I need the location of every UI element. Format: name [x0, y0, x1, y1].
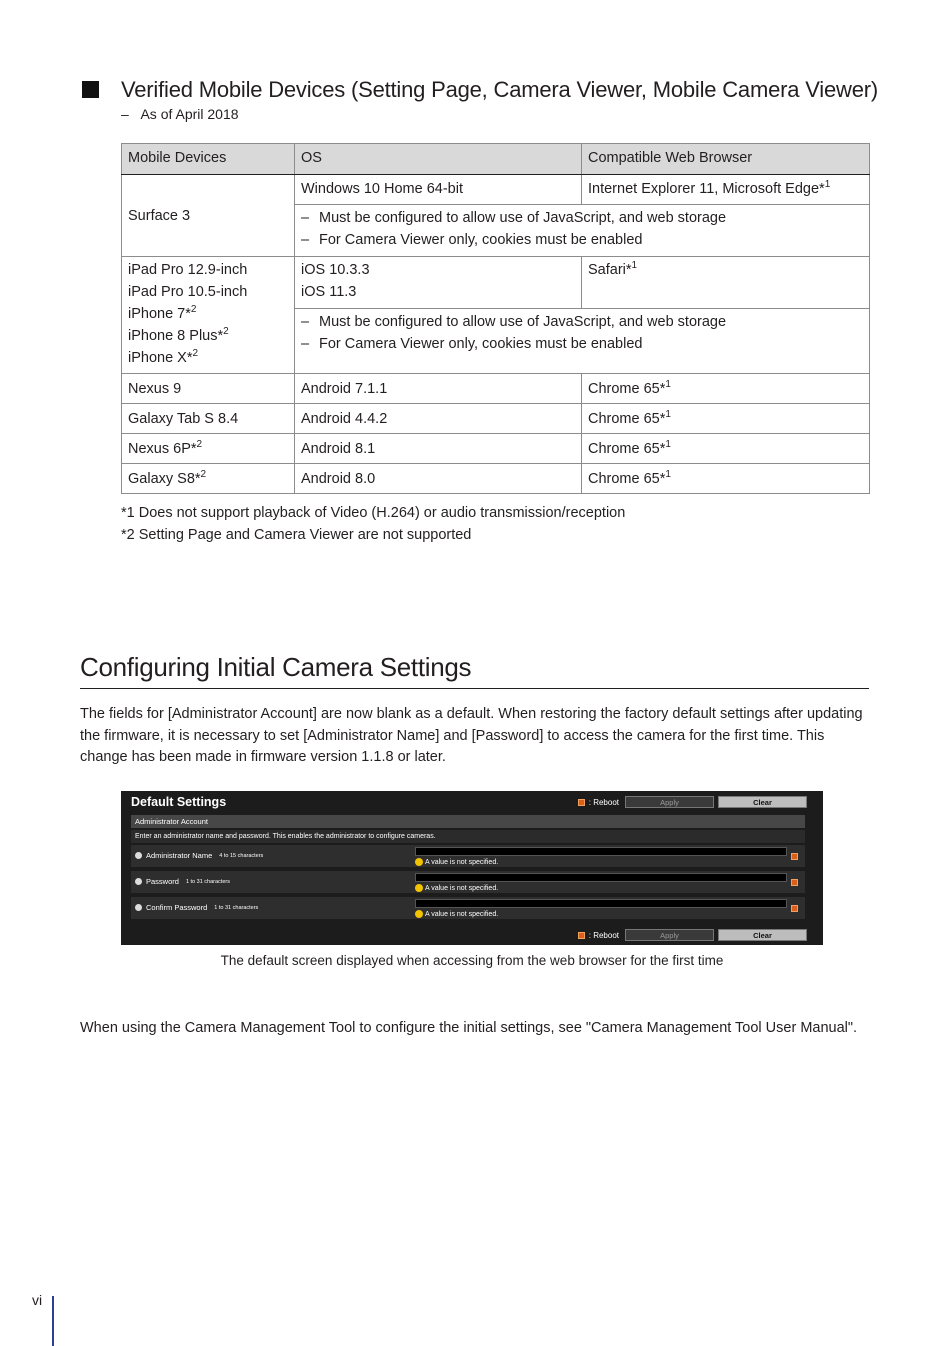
warning-icon: [415, 884, 423, 892]
screenshot-title: Default Settings: [131, 795, 227, 809]
field-warning-icon: [791, 853, 798, 860]
apply-button[interactable]: Apply: [625, 929, 714, 941]
section-heading: [82, 76, 882, 104]
clear-button[interactable]: Clear: [718, 796, 807, 808]
browser-cell: Safari*$^1$: [582, 257, 870, 309]
list-item: – Must be configured to allow use of JavaScript, and web storage: [301, 207, 863, 229]
info-icon: [135, 904, 142, 911]
device-cell: Surface 3: [122, 175, 295, 257]
confirm-password-input[interactable]: [415, 899, 787, 908]
admin-name-input[interactable]: [415, 847, 787, 856]
browser-cell: Chrome 65*$^1$: [582, 374, 870, 404]
device-cell: Galaxy Tab S 8.4: [122, 404, 295, 434]
info-icon: [135, 878, 142, 885]
config-heading: Configuring Initial Camera Settings: [80, 650, 869, 689]
figure-caption: The default screen displayed when accessing from the web browser for the first time: [220, 953, 724, 968]
footnote-2: *2 Setting Page and Camera Viewer are not supported: [121, 527, 472, 543]
admin-name-row: Administrator Name 4 to 15 characters A value is not specified.: [131, 845, 805, 869]
table-row: [122, 257, 870, 309]
account-header: Administrator Account: [131, 815, 805, 828]
list-item: – For Camera Viewer only, cookies must be enabled: [301, 229, 863, 251]
closing-paragraph: When using the Camera Management Tool to configure the initial settings, see "Camera Management Tool User Manual".: [80, 1020, 858, 1036]
password-row: Password 1 to 31 characters A value is not specified.: [131, 871, 805, 895]
bottom-button-bar: [578, 929, 807, 941]
list-item: – For Camera Viewer only, cookies must be enabled: [301, 333, 863, 355]
password-input[interactable]: [415, 873, 787, 882]
table-row: [122, 434, 870, 464]
devices-table: [121, 143, 870, 494]
device-cell: iPad Pro 12.9-inch iPad Pro 10.5-inch iPhone 7*$^2$ iPhone 8 Plus*$^2$ iPhone X*$^2$: [122, 257, 295, 374]
notes-cell: [295, 205, 870, 257]
table-header-row: [122, 144, 870, 175]
table-row: [122, 374, 870, 404]
default-settings-screenshot: [121, 791, 823, 945]
page-margin-bar: [52, 1296, 54, 1346]
reboot-warning-icon: [578, 932, 585, 939]
os-cell: Android 4.4.2: [295, 404, 582, 434]
notes-cell: [295, 309, 870, 374]
device-cell: Galaxy S8*$^2$: [122, 464, 295, 494]
os-cell: Android 7.1.1: [295, 374, 582, 404]
footnote-1: *1 Does not support playback of Video (H.264) or audio transmission/reception: [121, 505, 626, 521]
header-os: OS: [295, 144, 582, 175]
table-row: [122, 175, 870, 205]
reboot-label: : Reboot: [588, 930, 619, 940]
browser-cell: Internet Explorer 11, Microsoft Edge*$^1$: [582, 175, 870, 205]
list-item: – Must be configured to allow use of JavaScript, and web storage: [301, 311, 863, 333]
clear-button[interactable]: Clear: [718, 929, 807, 941]
browser-cell: Chrome 65*$^1$: [582, 404, 870, 434]
os-cell: iOS 10.3.3 iOS 11.3: [295, 257, 582, 309]
reboot-label: : Reboot: [588, 797, 619, 807]
confirm-password-row: Confirm Password 1 to 31 characters A value is not specified.: [131, 897, 805, 921]
os-cell: Windows 10 Home 64-bit: [295, 175, 582, 205]
warning-icon: [415, 858, 423, 866]
square-bullet-icon: [82, 81, 99, 98]
os-cell: Android 8.0: [295, 464, 582, 494]
browser-cell: Chrome 65*$^1$: [582, 434, 870, 464]
field-warning-icon: [791, 879, 798, 886]
as-of-note: – As of April 2018: [121, 106, 239, 122]
browser-cell: Chrome 65*$^1$: [582, 464, 870, 494]
device-cell: Nexus 9: [122, 374, 295, 404]
apply-button[interactable]: Apply: [625, 796, 714, 808]
header-devices: Mobile Devices: [122, 144, 295, 175]
info-icon: [135, 852, 142, 859]
footnotes: [121, 502, 625, 546]
table-row: [122, 464, 870, 494]
warning-icon: [415, 910, 423, 918]
section-heading-text: Verified Mobile Devices (Setting Page, Camera Viewer, Mobile Camera Viewer): [121, 77, 878, 102]
reboot-warning-icon: [578, 799, 585, 806]
page-number: vi: [32, 1292, 43, 1308]
os-cell: Android 8.1: [295, 434, 582, 464]
account-description: Enter an administrator name and password. This enables the administrator to configure cameras.: [131, 830, 805, 843]
header-browser: Compatible Web Browser: [582, 144, 870, 175]
config-paragraph: The fields for [Administrator Account] are now blank as a default. When restoring the factory default settings after updating the firmware, it is necessary to set [Administrator Name] and [Password] to access the camera for the first time. This change has been made in firmware version 1.1.8 or later.: [80, 706, 863, 766]
field-warning-icon: [791, 905, 798, 912]
device-cell: Nexus 6P*$^2$: [122, 434, 295, 464]
table-row: [122, 404, 870, 434]
top-button-bar: [578, 796, 807, 808]
